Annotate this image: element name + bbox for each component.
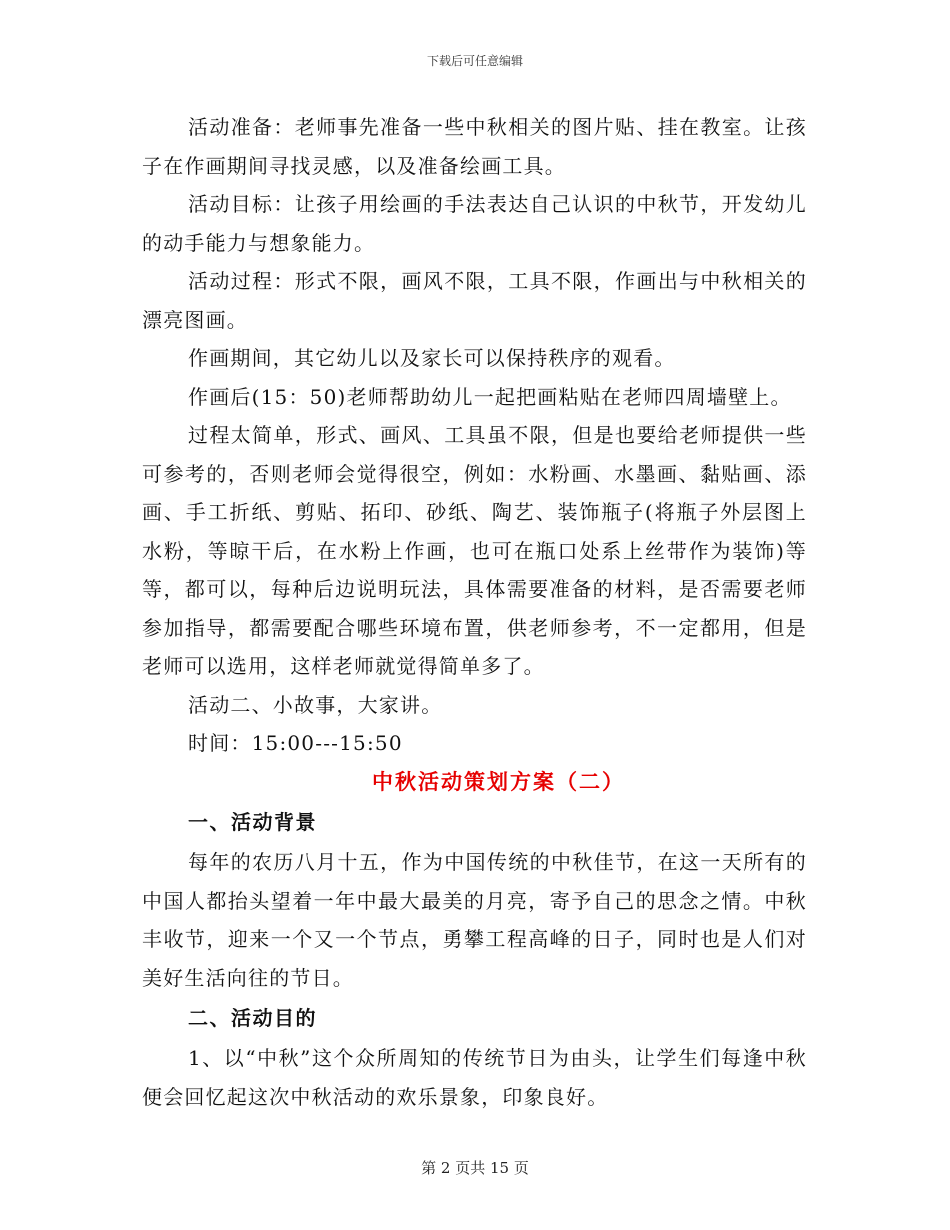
paragraph-background: 每年的农历八月十五，作为中国传统的中秋佳节，在这一天所有的中国人都抬头望着一年中最大最美的月亮，寄予自己的思念之情。中秋丰收节，迎来一个又一个节点，勇攀工程高峰的日子，同时也是人们对美好生活向往的节日。	[142, 850, 807, 990]
heading-purpose: 二、活动目的	[188, 1006, 317, 1030]
paragraph-during-drawing: 作画期间，其它幼儿以及家长可以保持秩序的观看。	[188, 346, 676, 370]
paragraph-activity-prep: 活动准备：老师事先准备一些中秋相关的图片贴、挂在教室。让孩子在作画期间寻找灵感，以及准备绘画工具。	[142, 115, 807, 178]
paragraph-purpose: 1、以“中秋”这个众所周知的传统节日为由头，让学生们每逢中秋便会回忆起这次中秋活动的欢乐景象，印象良好。	[142, 1046, 807, 1109]
paragraph-process-note: 过程太简单，形式、画风、工具虽不限，但是也要给老师提供一些可参考的，否则老师会觉得很空，例如：水粉画、水墨画、黏贴画、添画、手工折纸、剪贴、拓印、砂纸、陶艺、装饰瓶子(将瓶子外层图上水粉，等晾干后，在水粉上作画，也可在瓶口处系上丝带作为装饰)等等，都可以，每种后边说明玩法，具体需要准备的材料，是否需要老师参加指导，都需要配合哪些环境布置，供老师参考，不一定都用，但是老师可以选用，这样老师就觉得简单多了。	[142, 423, 807, 678]
paragraph-activity-two: 活动二、小故事，大家讲。	[188, 692, 443, 717]
document-body	[142, 108, 807, 1116]
page-header: 下载后可任意编辑	[426, 54, 523, 68]
paragraph-activity-process: 活动过程：形式不限，画风不限，工具不限，作画出与中秋相关的漂亮图画。	[142, 269, 807, 332]
heading-background: 一、活动背景	[188, 810, 317, 834]
page-footer: 第 2 页共 15 页	[421, 1159, 529, 1177]
paragraph-activity-goal: 活动目标：让孩子用绘画的手法表达自己认识的中秋节，开发幼儿的动手能力与想象能力。	[142, 192, 807, 255]
section-title: 中秋活动策划方案（二）	[372, 768, 625, 794]
paragraph-after-drawing: 作画后(15：50)老师帮助幼儿一起把画粘贴在老师四周墙壁上。	[188, 384, 792, 409]
paragraph-time: 时间：15:00---15:50	[188, 731, 403, 755]
